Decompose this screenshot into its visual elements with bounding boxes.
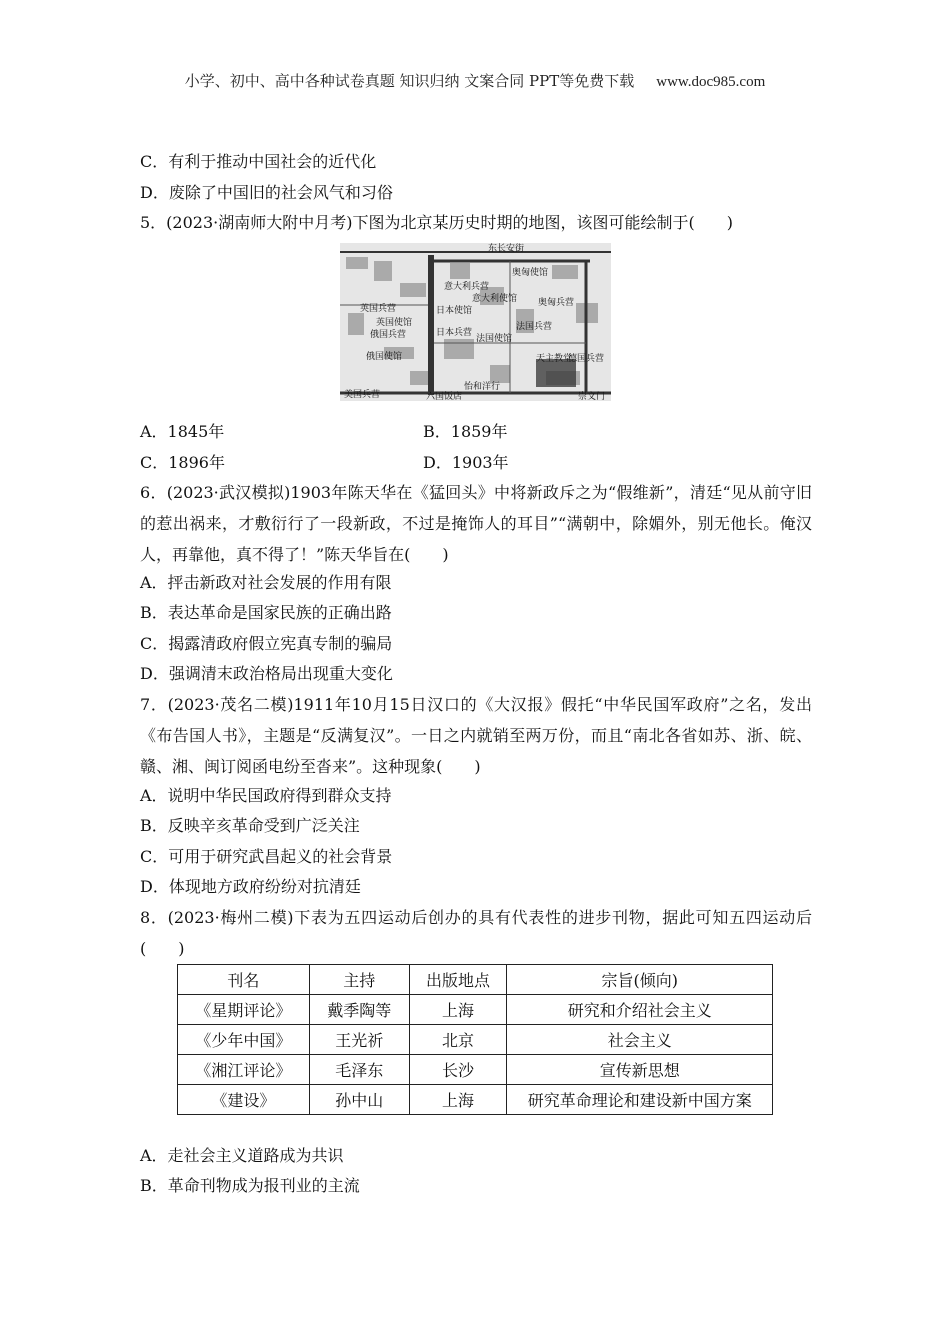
q5-option-d: D．1903年	[423, 453, 509, 472]
q4-option-c: C．有利于推动中国社会的近代化	[140, 152, 377, 171]
map-label: 美国兵营	[344, 390, 381, 400]
map-label: 意大利使馆	[472, 294, 518, 304]
table-row	[178, 1055, 773, 1085]
table-cell: 北京	[409, 1025, 507, 1055]
q6-option-c: C．揭露清政府假立宪真专制的骗局	[140, 634, 393, 653]
map-label: 英国使馆	[376, 318, 413, 328]
q5-stem: 5．(2023·湖南师大附中月考)下图为北京某历史时期的地图，该图可能绘制于( )	[140, 213, 733, 232]
table-cell: 《建设》	[178, 1085, 310, 1115]
map-label: 德国兵营	[568, 354, 605, 364]
q7-option-a: A．说明中华民国政府得到群众支持	[140, 786, 392, 805]
table-cell: 王光祈	[309, 1025, 409, 1055]
map-label: 东长安街	[488, 244, 525, 254]
table-cell: 长沙	[409, 1055, 507, 1085]
table-header-cell: 出版地点	[409, 965, 507, 995]
beijing-legation-map	[340, 243, 611, 401]
table-header-cell: 宗旨(倾向)	[507, 965, 773, 995]
table-cell: 孙中山	[309, 1085, 409, 1115]
table-cell: 社会主义	[507, 1025, 773, 1055]
map-label: 法国兵营	[516, 322, 553, 332]
q8-option-a: A．走社会主义道路成为共识	[140, 1146, 344, 1165]
q7-option-b: B．反映辛亥革命受到广泛关注	[140, 816, 360, 835]
table-cell: 研究和介绍社会主义	[507, 995, 773, 1025]
q7-option-d: D．体现地方政府纷纷对抗清廷	[140, 877, 361, 896]
q4-option-d: D．废除了中国旧的社会风气和习俗	[140, 183, 393, 202]
map-label: 怡和洋行	[464, 382, 501, 392]
table-header-cell: 刊名	[178, 965, 310, 995]
q5-option-c: C．1896年	[140, 453, 225, 472]
page-header	[0, 70, 950, 91]
table-cell: 上海	[409, 995, 507, 1025]
q8-stem: 8．(2023·梅州二模)下表为五四运动后创办的具有代表性的进步刊物，据此可知五四运动后( )	[140, 908, 812, 958]
q5-option-b: B．1859年	[423, 422, 508, 441]
q6-option-a: A．抨击新政对社会发展的作用有限	[140, 573, 392, 592]
q5-option-a: A．1845年	[140, 422, 225, 441]
map-label: 法国使馆	[476, 334, 513, 344]
q6-option-b: B．表达革命是国家民族的正确出路	[140, 603, 392, 622]
map-label: 日本使馆	[436, 306, 473, 316]
map-label: 六国饭店	[426, 392, 463, 401]
map-label: 俄国使馆	[366, 352, 403, 362]
map-label: 崇文门	[578, 392, 606, 401]
table-row	[178, 995, 773, 1025]
q8-option-b: B．革命刊物成为报刊业的主流	[140, 1176, 360, 1195]
map-label: 奥匈使馆	[512, 268, 549, 278]
table-cell: 毛泽东	[309, 1055, 409, 1085]
table-header-cell: 主持	[309, 965, 409, 995]
table-header-row	[178, 965, 773, 995]
table-cell: 《湘江评论》	[178, 1055, 310, 1085]
map-label: 英国兵营	[360, 304, 397, 314]
table-row	[178, 1085, 773, 1115]
map-label: 俄国兵营	[370, 330, 407, 340]
q7-option-c: C．可用于研究武昌起义的社会背景	[140, 847, 393, 866]
table-cell: 《少年中国》	[178, 1025, 310, 1055]
periodicals-table	[177, 964, 773, 1115]
table-cell: 宣传新思想	[507, 1055, 773, 1085]
map-label: 奥匈兵营	[538, 298, 575, 308]
map-label: 天主教堂	[536, 354, 573, 364]
map-label: 意大利兵营	[444, 282, 490, 292]
header-text: 小学、初中、高中各种试卷真题 知识归纳 文案合同 PPT等免费下载	[184, 72, 635, 90]
table-cell: 戴季陶等	[309, 995, 409, 1025]
table-cell: 上海	[409, 1085, 507, 1115]
q7-stem: 7．(2023·茂名二模)1911年10月15日汉口的《大汉报》假托“中华民国军政府”之名，发出《布告国人书》，主题是“反满复汉”。一日之内就销至两万份，而且“南北各省如苏、浙、皖、赣、湘、闽订阅函电纷至沓来”。这种现象( )	[140, 695, 812, 776]
table-cell: 《星期评论》	[178, 995, 310, 1025]
header-site: www.doc985.com	[656, 74, 766, 90]
table-row	[178, 1025, 773, 1055]
table-cell: 研究革命理论和建设新中国方案	[507, 1085, 773, 1115]
q6-stem: 6．(2023·武汉模拟)1903年陈天华在《猛回头》中将新政斥之为“假维新”，清廷“见从前守旧的惹出祸来，才敷衍行了一段新政，不过是掩饰人的耳目”“满朝中，除媚外，别无他长。俺汉人，再靠他，真不得了！”陈天华旨在( )	[140, 483, 812, 564]
q6-option-d: D．强调清末政治格局出现重大变化	[140, 664, 393, 683]
map-label: 日本兵营	[436, 328, 473, 338]
